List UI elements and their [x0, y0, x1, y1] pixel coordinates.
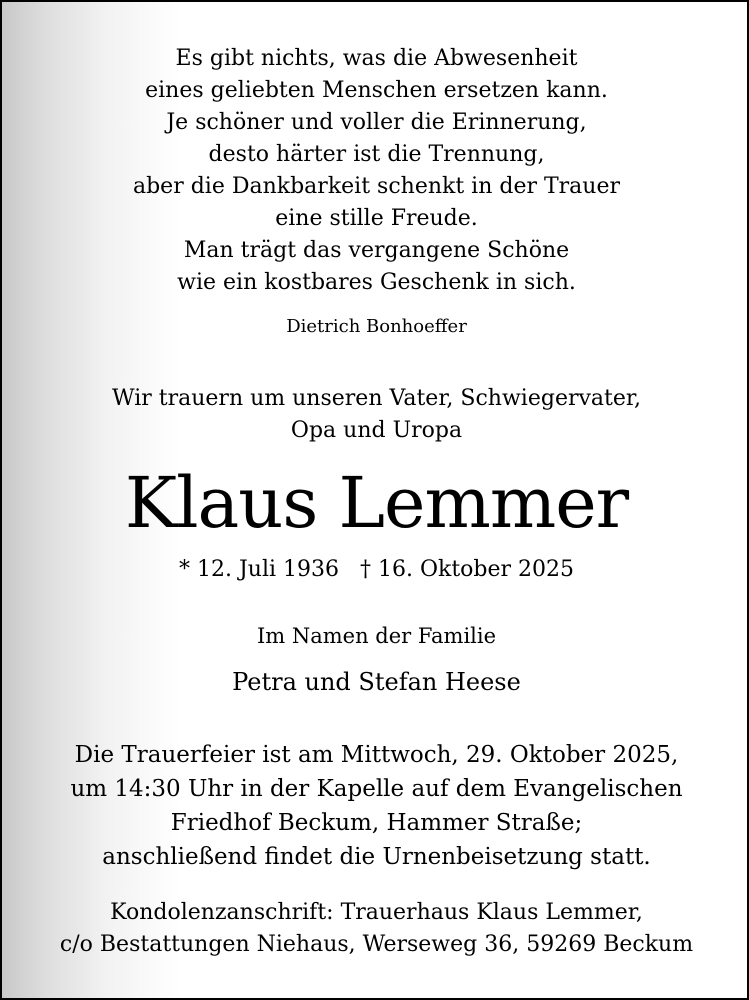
family-intro: Im Namen der Familie — [256, 624, 497, 648]
contact-line: c/o Bestattungen Niehaus, Werseweg 36, 59269 Beckum — [59, 932, 694, 957]
service-line: anschließend findet die Urnenbeisetzung statt. — [102, 844, 651, 870]
family-names: Petra und Stefan Heese — [232, 668, 521, 696]
poem-line: wie ein kostbares Geschenk in sich. — [177, 270, 576, 295]
service-line: Friedhof Beckum, Hammer Straße; — [170, 810, 583, 836]
contact-line: Kondolenzanschrift: Trauerhaus Klaus Lemmer, — [110, 900, 643, 925]
poem-line: desto härter ist die Trennung, — [208, 142, 545, 167]
service-line: um 14:30 Uhr in der Kapelle auf dem Evangelischen — [70, 776, 683, 802]
poem-author: Dietrich Bonhoeffer — [286, 316, 467, 337]
deceased-name: Klaus Lemmer — [124, 462, 629, 544]
poem-line: Es gibt nichts, was die Abwesenheit — [175, 46, 578, 71]
poem-line: Man trägt das vergangene Schöne — [183, 238, 570, 263]
poem-line: Je schöner und voller die Erinnerung, — [166, 110, 587, 135]
life-dates: * 12. Juli 1936 † 16. Oktober 2025 — [178, 557, 575, 582]
poem-line: eines geliebten Menschen ersetzen kann. — [145, 78, 608, 103]
intro-line: Wir trauern um unseren Vater, Schwiegervater, — [112, 386, 641, 411]
poem-line: aber die Dankbarkeit schenkt in der Trauer — [132, 174, 620, 199]
intro-line: Opa und Uropa — [290, 418, 463, 443]
service-line: Die Trauerfeier ist am Mittwoch, 29. Oktober 2025, — [74, 742, 679, 768]
poem-line: eine stille Freude. — [275, 206, 478, 231]
